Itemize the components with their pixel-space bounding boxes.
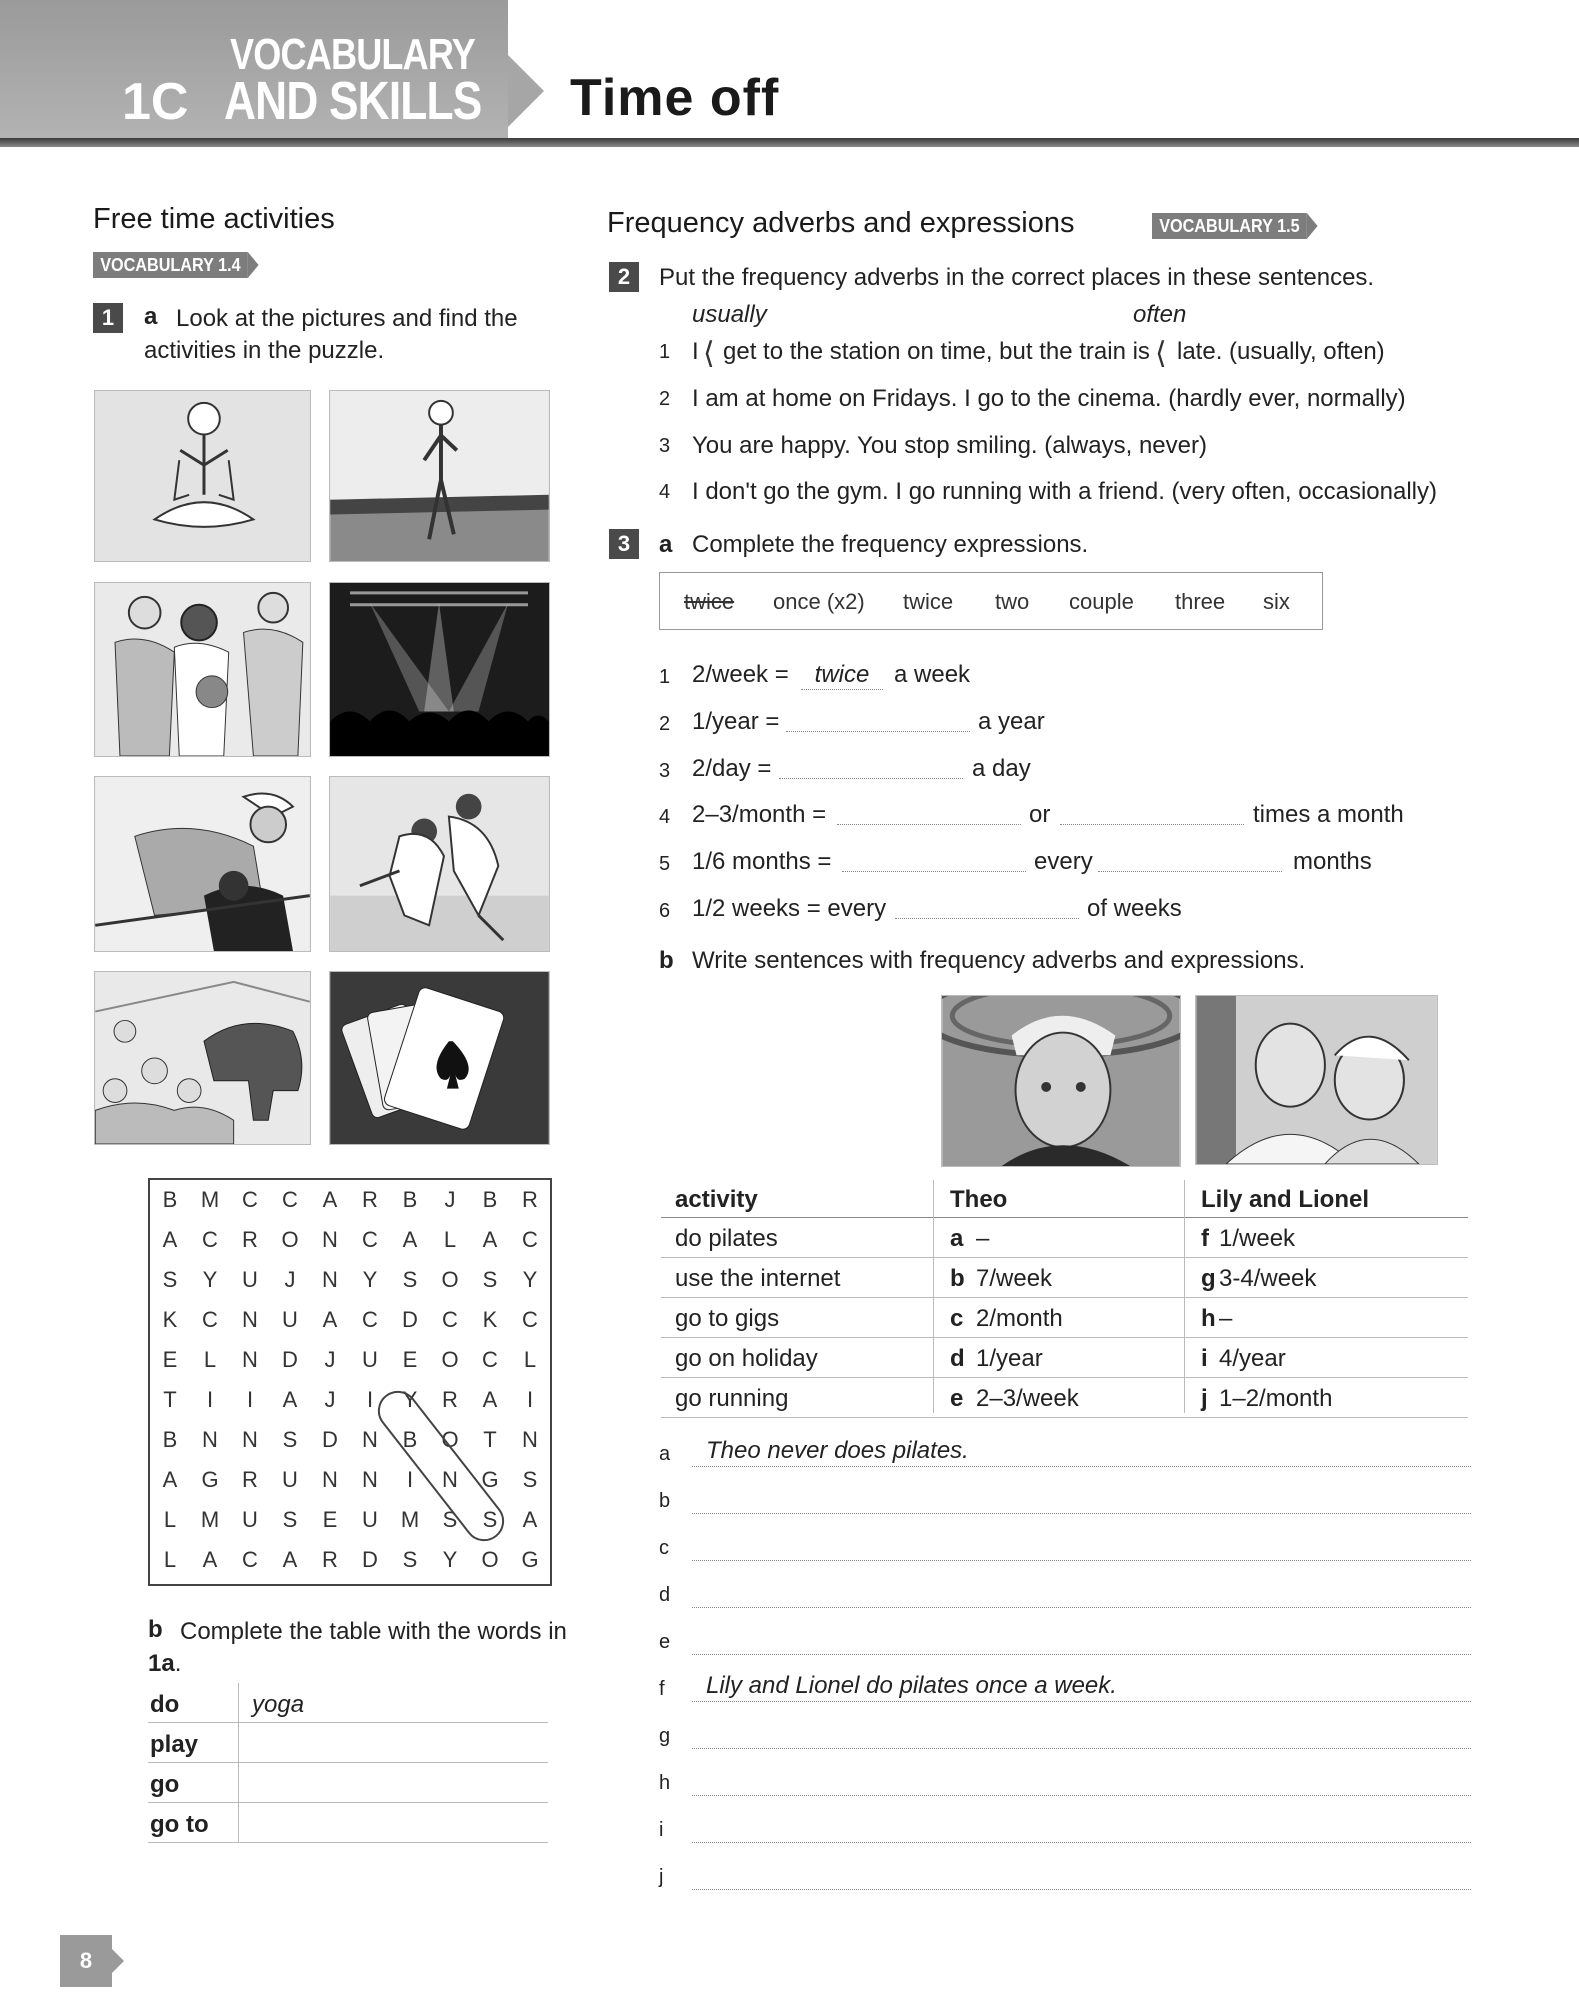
freq-table-header xyxy=(661,1180,1468,1218)
grid-letter[interactable]: Y xyxy=(362,1267,378,1292)
museum-icon xyxy=(94,971,311,1145)
grid-letter[interactable]: R xyxy=(362,1187,378,1212)
frequency-table xyxy=(661,1180,1468,1418)
ex2-item-number: 3 xyxy=(659,435,671,457)
grid-letter[interactable]: A xyxy=(322,1307,338,1332)
grid-letter[interactable]: U xyxy=(242,1507,258,1532)
exercise-3b-letter: b xyxy=(659,947,674,974)
grid-letter[interactable]: U xyxy=(282,1307,298,1332)
exercise-3-number: 3 xyxy=(609,529,639,559)
ex3-item-1-answer[interactable]: twice xyxy=(801,661,883,690)
grid-letter[interactable]: C xyxy=(362,1227,378,1252)
grid-letter[interactable]: T xyxy=(163,1387,177,1412)
grid-letter[interactable]: D xyxy=(282,1347,298,1372)
grid-letter[interactable]: R xyxy=(242,1227,258,1252)
grid-letter[interactable]: A xyxy=(322,1187,338,1212)
grid-letter[interactable]: N xyxy=(202,1427,218,1452)
grid-letter[interactable]: A xyxy=(282,1547,298,1572)
grid-letter[interactable]: T xyxy=(483,1427,497,1452)
frequency-heading: Frequency adverbs and expressions xyxy=(607,207,1075,239)
answer-line[interactable] xyxy=(692,1484,1471,1514)
grid-letter[interactable]: M xyxy=(200,1507,220,1532)
freq-table-cell-theo-letter: a xyxy=(950,1225,964,1252)
freq-table-cell-ll-letter: g xyxy=(1201,1265,1216,1292)
freq-table-cell-ll: 4/year xyxy=(1219,1345,1286,1372)
grid-letter[interactable]: L xyxy=(203,1347,217,1372)
ex3-item-6-blank[interactable] xyxy=(895,895,1079,919)
freq-table-cell-theo: 2–3/week xyxy=(976,1385,1079,1412)
ex3-item-number: 6 xyxy=(659,900,671,922)
answer-letter: a xyxy=(659,1443,671,1465)
cycling-icon xyxy=(94,776,311,952)
exercise-1b-instruction xyxy=(148,1616,578,1680)
ex3-item-3-prefix: 2/day = xyxy=(692,755,772,782)
exercise-1a-instruction: Look at the pictures and find the activities in the puzzle. xyxy=(144,305,518,364)
grid-letter[interactable]: N xyxy=(522,1427,538,1452)
ex2-sentence-3: You are happy. You stop smiling. (always, never) xyxy=(692,432,1207,459)
grid-letter[interactable]: S xyxy=(522,1467,538,1492)
grid-letter[interactable]: L xyxy=(443,1227,457,1252)
exercise-1a-letter: a xyxy=(144,303,158,330)
ex3-item-4-suffix: times a month xyxy=(1253,801,1404,828)
grid-letter[interactable]: O xyxy=(441,1427,459,1452)
grid-letter[interactable]: C xyxy=(522,1307,538,1332)
grid-letter[interactable]: M xyxy=(200,1187,220,1212)
grid-letter[interactable]: N xyxy=(242,1307,258,1332)
ex3-item-5-suffix: months xyxy=(1293,848,1372,875)
answer-line[interactable] xyxy=(692,1860,1471,1890)
grid-letter[interactable]: R xyxy=(242,1467,258,1492)
ex3-item-6-prefix: 1/2 weeks = every xyxy=(692,895,887,922)
basketball-icon xyxy=(94,582,311,757)
grid-letter[interactable]: G xyxy=(481,1467,499,1492)
grid-letter[interactable]: N xyxy=(242,1427,258,1452)
exercise-1b-ref: 1a xyxy=(148,1650,175,1677)
grid-letter[interactable]: D xyxy=(362,1547,378,1572)
grid-letter[interactable]: G xyxy=(201,1467,219,1492)
answer-letter: c xyxy=(659,1537,669,1559)
grid-letter[interactable]: I xyxy=(366,1387,374,1412)
freq-table-cell-theo-letter: d xyxy=(950,1345,965,1372)
grid-letter[interactable]: E xyxy=(162,1347,178,1372)
example-word-often: often xyxy=(1133,301,1187,328)
answer-line[interactable] xyxy=(692,1531,1471,1561)
freq-table-cell-ll-letter: h xyxy=(1201,1305,1216,1332)
grid-letter[interactable]: O xyxy=(481,1547,499,1572)
exercise-3a-instruction: Complete the frequency expressions. xyxy=(692,531,1089,558)
grid-letter[interactable]: E xyxy=(322,1507,338,1532)
grid-letter[interactable]: A xyxy=(282,1387,298,1412)
answer-line[interactable] xyxy=(692,1813,1471,1843)
grid-letter[interactable]: O xyxy=(441,1347,459,1372)
answer-lines xyxy=(659,1427,1471,1897)
verb-table-row xyxy=(148,1683,548,1723)
answer-letter: d xyxy=(659,1584,671,1606)
grid-letter[interactable]: S xyxy=(282,1427,298,1452)
ex3-item-4-prefix: 2–3/month = xyxy=(692,801,827,828)
grid-letter[interactable]: U xyxy=(242,1267,258,1292)
grid-letter[interactable]: B xyxy=(162,1427,178,1452)
unit-label-line2: AND SKILLS xyxy=(224,71,482,131)
grid-letter[interactable]: B xyxy=(402,1427,418,1452)
freq-table-cell-theo: 1/year xyxy=(976,1345,1043,1372)
grid-letter[interactable]: L xyxy=(163,1547,177,1572)
concert-icon xyxy=(329,582,550,757)
ex3-item-number: 1 xyxy=(659,666,671,688)
freq-table-row xyxy=(661,1258,1468,1298)
freq-table-cell-theo: 7/week xyxy=(976,1265,1053,1292)
word-box-item: twice xyxy=(903,589,954,614)
freq-table-cell-activity: use the internet xyxy=(675,1265,841,1292)
word-box-item: twice xyxy=(684,589,735,614)
freq-table-cell-theo-letter: c xyxy=(950,1305,964,1332)
grid-letter[interactable]: U xyxy=(362,1507,378,1532)
answer-letter: f xyxy=(659,1678,665,1700)
example-word-usually: usually xyxy=(692,301,767,328)
exercise-1b-letter: b xyxy=(148,1616,163,1643)
free-time-heading: Free time activities xyxy=(93,203,335,235)
word-box-item: six xyxy=(1263,589,1290,614)
grid-letter[interactable]: C xyxy=(442,1307,458,1332)
answer-row xyxy=(659,1756,1471,1803)
cards-icon xyxy=(329,971,550,1145)
ex3-item-4-blank-1[interactable] xyxy=(837,801,1021,825)
freq-table-divider xyxy=(933,1180,934,1413)
grid-letter[interactable]: N xyxy=(442,1467,458,1492)
ex3-item-2-mid: a year xyxy=(978,708,1045,735)
grid-letter[interactable]: S xyxy=(442,1507,458,1532)
yoga-icon xyxy=(94,390,311,562)
grid-letter[interactable]: N xyxy=(362,1467,378,1492)
verb-label: do xyxy=(150,1691,180,1718)
grid-letter[interactable]: L xyxy=(523,1347,537,1372)
grid-letter[interactable]: O xyxy=(441,1267,459,1292)
grid-letter[interactable]: B xyxy=(162,1187,178,1212)
answer-row xyxy=(659,1474,1471,1521)
grid-letter[interactable]: N xyxy=(362,1427,378,1452)
ex2-sentence-1-mid: get to the station on time, but the train is xyxy=(723,338,1150,365)
freq-table-cell-ll-letter: i xyxy=(1201,1345,1208,1372)
ex3-item-number: 3 xyxy=(659,760,671,782)
grid-letter[interactable]: S xyxy=(482,1507,498,1532)
verb-label: go xyxy=(150,1771,180,1798)
grid-letter[interactable]: S xyxy=(482,1267,498,1292)
grid-letter[interactable]: B xyxy=(402,1187,418,1212)
exercise-2-instruction: Put the frequency adverbs in the correct places in these sentences. xyxy=(659,264,1375,291)
grid-letter[interactable]: N xyxy=(322,1267,338,1292)
grid-letter[interactable]: G xyxy=(521,1547,539,1572)
running-icon xyxy=(329,390,550,562)
grid-letter[interactable]: N xyxy=(242,1347,258,1372)
answer-line[interactable]: Lily and Lionel do pilates once a week. xyxy=(692,1672,1471,1702)
grid-letter[interactable]: A xyxy=(482,1227,498,1252)
freq-table-cell-ll-letter: f xyxy=(1201,1225,1209,1252)
exercise-3b-instruction: Write sentences with frequency adverbs and expressions. xyxy=(692,947,1306,974)
grid-letter[interactable]: A xyxy=(482,1387,498,1412)
grid-letter[interactable]: S xyxy=(162,1267,178,1292)
answer-line[interactable] xyxy=(692,1578,1471,1608)
unit-code: 1C xyxy=(122,73,189,131)
ex3-item-number: 4 xyxy=(659,806,671,828)
answer-row xyxy=(659,1568,1471,1615)
grid-letter[interactable]: C xyxy=(362,1307,378,1332)
verb-label: go to xyxy=(150,1811,209,1838)
grid-letter[interactable]: A xyxy=(522,1507,538,1532)
freq-table-cell-ll: 1/week xyxy=(1219,1225,1296,1252)
ex3-item-5-blank-2[interactable] xyxy=(1098,848,1282,872)
freq-table-cell-ll: 3-4/week xyxy=(1219,1265,1317,1292)
header-rule xyxy=(0,138,1579,147)
unit-label-arrow xyxy=(508,55,544,127)
grid-letter[interactable]: B xyxy=(482,1187,498,1212)
answer-line[interactable]: Theo never does pilates. xyxy=(692,1437,1471,1467)
word-search-grid[interactable] xyxy=(148,1178,552,1586)
vocabulary-tag-1-5: VOCABULARY 1.5 xyxy=(1152,213,1307,239)
lily-and-lionel-photo xyxy=(1195,995,1438,1165)
grid-letter[interactable]: C xyxy=(242,1547,258,1572)
ex2-item-number: 4 xyxy=(659,481,671,503)
answer-row xyxy=(659,1662,1471,1709)
freq-table-header-cell: Lily and Lionel xyxy=(1201,1186,1370,1213)
page-number: 8 xyxy=(60,1935,112,1987)
ex3-item-5-blank-1[interactable] xyxy=(842,848,1026,872)
verb-answer[interactable]: yoga xyxy=(252,1691,305,1718)
exercise-1b-end: . xyxy=(174,1650,182,1677)
word-box-item: couple xyxy=(1069,589,1134,614)
answer-letter: e xyxy=(659,1631,671,1653)
word-box-item: three xyxy=(1175,589,1226,614)
answer-letter: b xyxy=(659,1490,671,1512)
ex3-item-1-prefix: 2/week = xyxy=(692,661,789,688)
answer-row xyxy=(659,1709,1471,1756)
freq-table-row xyxy=(661,1378,1468,1418)
ex2-sentence-1-post: late. (usually, often) xyxy=(1177,338,1385,365)
freq-table-header-cell: activity xyxy=(675,1186,758,1213)
page-title: Time off xyxy=(570,69,780,127)
grid-letter[interactable]: A xyxy=(162,1467,178,1492)
grid-letter[interactable]: I xyxy=(206,1387,214,1412)
ex3-item-4-blank-2[interactable] xyxy=(1060,801,1244,825)
grid-letter[interactable]: Y xyxy=(402,1387,418,1412)
grid-letter[interactable]: N xyxy=(322,1227,338,1252)
freq-table-cell-activity: go running xyxy=(675,1385,789,1412)
grid-letter[interactable]: K xyxy=(162,1307,178,1332)
grid-letter[interactable]: M xyxy=(400,1507,420,1532)
grid-letter[interactable]: S xyxy=(282,1507,298,1532)
answer-line[interactable] xyxy=(692,1719,1471,1749)
answer-letter: i xyxy=(659,1819,664,1841)
freq-table-row xyxy=(661,1218,1468,1258)
grid-letter[interactable]: C xyxy=(282,1187,298,1212)
freq-table-cell-activity: go on holiday xyxy=(675,1345,818,1372)
freq-table-cell-theo-letter: e xyxy=(950,1385,964,1412)
theo-photo xyxy=(941,995,1181,1167)
vocabulary-tag-1-4: VOCABULARY 1.4 xyxy=(93,252,248,278)
answer-row xyxy=(659,1521,1471,1568)
answer-row xyxy=(659,1803,1471,1850)
word-box-item: two xyxy=(995,589,1030,614)
grid-letter[interactable]: D xyxy=(322,1427,338,1452)
verb-label: play xyxy=(150,1731,199,1758)
answer-row xyxy=(659,1615,1471,1662)
grid-letter[interactable]: C xyxy=(202,1307,218,1332)
ex2-sentence-4: I don't go the gym. I go running with a friend. (very often, occasionally) xyxy=(692,478,1437,505)
grid-letter[interactable]: I xyxy=(526,1387,534,1412)
grid-letter[interactable]: A xyxy=(162,1227,178,1252)
ex2-item-number: 1 xyxy=(659,341,671,363)
exercise-1b-text: Complete the table with the words in xyxy=(180,1618,567,1645)
grid-letter[interactable]: C xyxy=(522,1227,538,1252)
grid-letter[interactable]: S xyxy=(402,1267,418,1292)
grid-letter[interactable]: E xyxy=(402,1347,418,1372)
grid-letter[interactable]: A xyxy=(202,1547,218,1572)
grid-letter[interactable]: N xyxy=(322,1467,338,1492)
freq-table-cell-theo: – xyxy=(976,1225,990,1252)
insert-mark-icon: ⟨ xyxy=(1155,337,1167,370)
exercise-3a-letter: a xyxy=(659,531,673,558)
grid-letter[interactable]: R xyxy=(322,1547,338,1572)
ex2-sentence-2: I am at home on Fridays. I go to the cinema. (hardly ever, normally) xyxy=(692,385,1406,412)
ex3-item-5-mid: every xyxy=(1034,848,1093,875)
grid-letter[interactable]: I xyxy=(406,1467,414,1492)
answer-row xyxy=(659,1850,1471,1897)
verb-table-row xyxy=(148,1803,548,1843)
ex3-item-5-prefix: 1/6 months = xyxy=(692,848,832,875)
freq-table-cell-theo-letter: b xyxy=(950,1265,965,1292)
ex3-item-2-prefix: 1/year = xyxy=(692,708,780,735)
freq-table-header-cell: Theo xyxy=(950,1186,1008,1213)
grid-letter[interactable]: R xyxy=(442,1387,458,1412)
ex3-item-2-blank[interactable] xyxy=(786,708,970,732)
freq-table-cell-theo: 2/month xyxy=(976,1305,1063,1332)
ex3-item-3-blank[interactable] xyxy=(779,755,963,779)
grid-letter[interactable]: Y xyxy=(442,1547,458,1572)
unit-label-line1: VOCABULARY xyxy=(230,30,476,79)
answer-letter: g xyxy=(659,1725,671,1747)
grid-letter[interactable]: Y xyxy=(522,1267,538,1292)
grid-letter[interactable]: S xyxy=(402,1547,418,1572)
answer-line[interactable] xyxy=(692,1625,1471,1655)
word-box-item: once (x2) xyxy=(773,589,865,614)
exercise-1-number: 1 xyxy=(93,303,123,333)
verb-table-row xyxy=(148,1723,548,1763)
grid-letter[interactable]: C xyxy=(482,1347,498,1372)
freq-table-cell-ll: 1–2/month xyxy=(1219,1385,1333,1412)
answer-line[interactable] xyxy=(692,1766,1471,1796)
verb-table xyxy=(148,1683,548,1843)
grid-letter[interactable]: L xyxy=(163,1507,177,1532)
grid-letter[interactable]: C xyxy=(202,1227,218,1252)
ex3-item-4-mid: or xyxy=(1029,801,1051,828)
word-box xyxy=(659,572,1323,630)
freq-table-divider xyxy=(1184,1180,1185,1413)
grid-letter[interactable]: C xyxy=(242,1187,258,1212)
grid-letter[interactable]: J xyxy=(444,1187,456,1212)
grid-letter[interactable]: J xyxy=(324,1347,336,1372)
grid-letter[interactable]: I xyxy=(246,1387,254,1412)
grid-letter[interactable]: U xyxy=(282,1467,298,1492)
grid-letter[interactable]: K xyxy=(482,1307,498,1332)
ex3-item-1-mid: a week xyxy=(894,661,971,688)
grid-letter[interactable]: D xyxy=(402,1307,418,1332)
grid-letter[interactable]: O xyxy=(281,1227,299,1252)
ex3-item-3-mid: a day xyxy=(972,755,1031,782)
judo-icon xyxy=(329,776,550,952)
verb-table-row xyxy=(148,1763,548,1803)
exercise-2-number: 2 xyxy=(609,262,639,292)
ex2-item-number: 2 xyxy=(659,388,671,410)
freq-table-cell-ll-letter: j xyxy=(1201,1385,1208,1412)
insert-mark-icon: ⟨ xyxy=(703,337,715,370)
grid-letter[interactable]: J xyxy=(284,1267,296,1292)
freq-table-cell-ll: – xyxy=(1219,1305,1233,1332)
grid-letter[interactable]: J xyxy=(324,1387,336,1412)
grid-letter[interactable]: Y xyxy=(202,1267,218,1292)
ex2-sentence-1-pre: I xyxy=(692,338,699,365)
grid-letter[interactable]: U xyxy=(362,1347,378,1372)
grid-letter[interactable]: R xyxy=(522,1187,538,1212)
grid-letter[interactable]: A xyxy=(402,1227,418,1252)
freq-table-cell-activity: go to gigs xyxy=(675,1305,780,1332)
answer-row xyxy=(659,1427,1471,1474)
ex3-item-number: 2 xyxy=(659,713,671,735)
answer-letter: h xyxy=(659,1772,671,1794)
ex3-item-6-mid: of weeks xyxy=(1087,895,1182,922)
ex3-item-number: 5 xyxy=(659,853,671,875)
answer-letter: j xyxy=(659,1866,664,1888)
freq-table-row xyxy=(661,1338,1468,1378)
freq-table-cell-activity: do pilates xyxy=(675,1225,778,1252)
freq-table-row xyxy=(661,1298,1468,1338)
